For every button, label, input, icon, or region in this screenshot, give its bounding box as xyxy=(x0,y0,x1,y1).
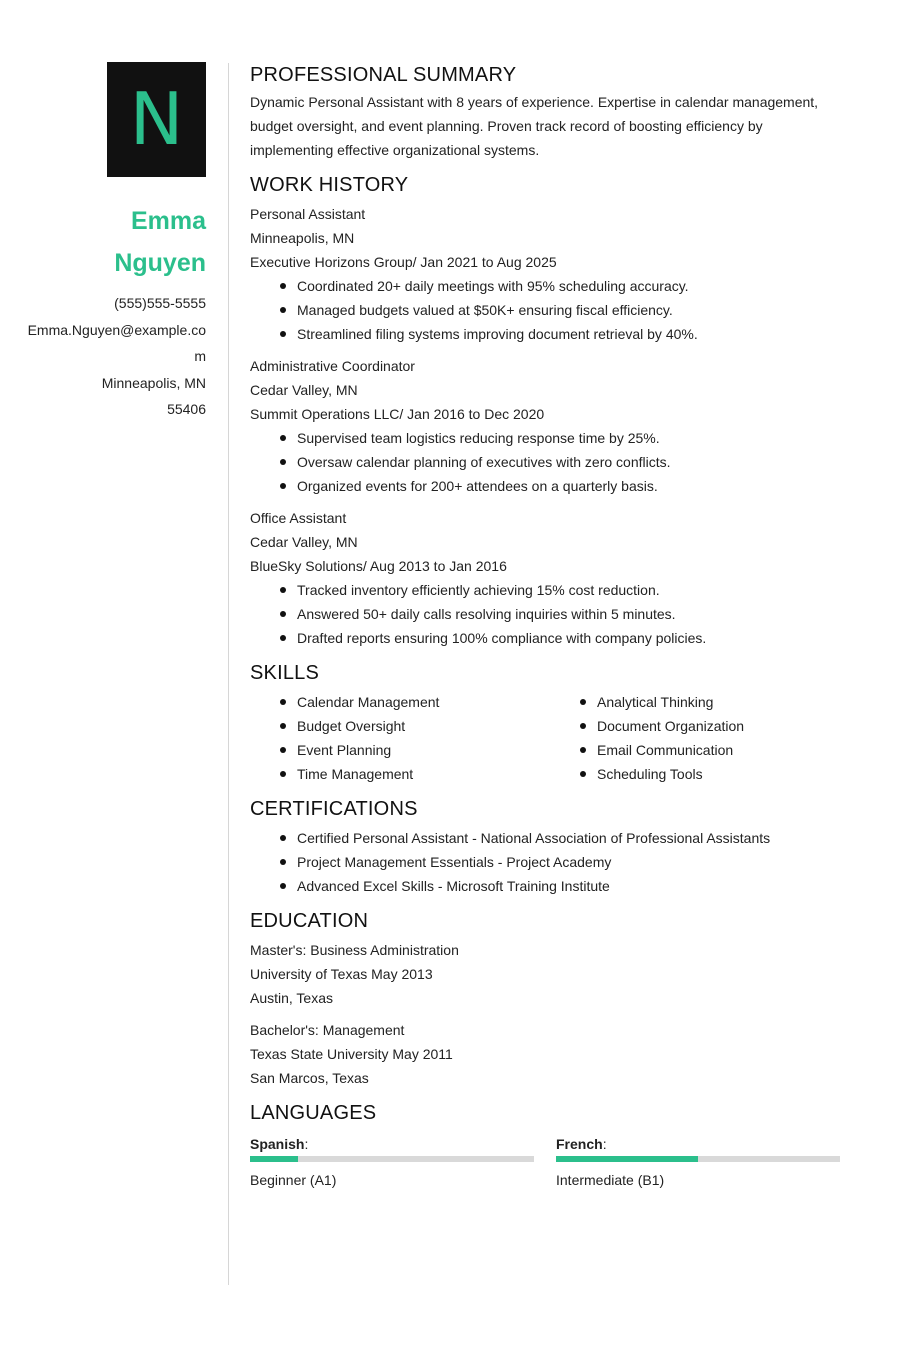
job-bullet: Supervised team logistics reducing response time by 25%. xyxy=(297,426,850,450)
skill-item: Budget Oversight xyxy=(297,714,550,738)
language-name-line: French: xyxy=(556,1136,607,1152)
section-heading-languages: LANGUAGES xyxy=(250,1102,377,1124)
summary-section xyxy=(250,60,850,162)
first-name: Emma xyxy=(130,207,206,235)
certification-item: Advanced Excel Skills - Microsoft Training Institute xyxy=(297,874,850,898)
sidebar xyxy=(0,0,228,1350)
job-bullet: Organized events for 200+ attendees on a quarterly basis. xyxy=(297,474,850,498)
proficiency-bar-fill xyxy=(250,1156,298,1162)
section-heading-skills: SKILLS xyxy=(250,662,320,684)
language-entry xyxy=(556,1132,840,1192)
job-bullets xyxy=(250,426,850,498)
job-bullets xyxy=(250,578,850,650)
skills-left-column xyxy=(250,690,550,786)
education-school-date: University of Texas May 2013 xyxy=(250,966,433,982)
job-location: Cedar Valley, MN xyxy=(250,534,358,550)
job-entry xyxy=(250,202,850,346)
job-bullet: Tracked inventory efficiently achieving 15% cost reduction. xyxy=(297,578,850,602)
contact-info xyxy=(26,290,206,423)
job-company-dates: BlueSky Solutions/ Aug 2013 to Jan 2016 xyxy=(250,558,507,574)
section-heading-certifications: CERTIFICATIONS xyxy=(250,798,418,820)
phone: (555)555-5555 xyxy=(114,295,206,311)
skill-item: Time Management xyxy=(297,762,550,786)
job-company-dates: Executive Horizons Group/ Jan 2021 to Aug 2025 xyxy=(250,254,557,270)
language-name: French xyxy=(556,1136,603,1152)
main-content xyxy=(250,60,850,1198)
skills-grid xyxy=(250,690,850,786)
section-heading-work: WORK HISTORY xyxy=(250,174,409,196)
job-bullet: Answered 50+ daily calls resolving inquiries within 5 minutes. xyxy=(297,602,850,626)
job-entry xyxy=(250,506,850,650)
job-bullet: Oversaw calendar planning of executives with zero conflicts. xyxy=(297,450,850,474)
skills-section xyxy=(250,658,850,786)
job-company-dates: Summit Operations LLC/ Jan 2016 to Dec 2020 xyxy=(250,406,545,422)
proficiency-bar xyxy=(250,1156,534,1162)
education-degree: Bachelor's: Management xyxy=(250,1022,405,1038)
section-heading-education: EDUCATION xyxy=(250,910,369,932)
job-bullet: Coordinated 20+ daily meetings with 95% scheduling accuracy. xyxy=(297,274,850,298)
certifications-section xyxy=(250,794,850,898)
job-title: Personal Assistant xyxy=(250,206,366,222)
job-title: Office Assistant xyxy=(250,510,347,526)
job-location: Cedar Valley, MN xyxy=(250,382,358,398)
last-name: Nguyen xyxy=(114,249,206,277)
education-section xyxy=(250,906,850,1090)
education-entry xyxy=(250,938,850,1010)
languages-list xyxy=(250,1132,840,1192)
skill-item: Document Organization xyxy=(597,714,850,738)
education-location: Austin, Texas xyxy=(250,990,334,1006)
certifications-list xyxy=(250,826,850,898)
email: Emma.Nguyen@example.com xyxy=(27,321,206,364)
skills-right-column xyxy=(550,690,850,786)
education-degree: Master's: Business Administration xyxy=(250,942,459,958)
education-location: San Marcos, Texas xyxy=(250,1070,369,1086)
summary-text: Dynamic Personal Assistant with 8 years of experience. Expertise in calendar management, budget oversight, and event planning. Proven track record of boosting efficiency by implementing effective organizational systems. xyxy=(250,94,819,158)
candidate-name xyxy=(26,200,206,284)
languages-section xyxy=(250,1098,850,1192)
job-bullet: Drafted reports ensuring 100% compliance with company policies. xyxy=(297,626,850,650)
skill-item: Email Communication xyxy=(597,738,850,762)
language-level: Beginner (A1) xyxy=(250,1172,337,1188)
monogram-logo: N xyxy=(107,62,206,177)
skill-item: Event Planning xyxy=(297,738,550,762)
proficiency-bar xyxy=(556,1156,840,1162)
job-bullets xyxy=(250,274,850,346)
skill-item: Calendar Management xyxy=(297,690,550,714)
skill-item: Scheduling Tools xyxy=(597,762,850,786)
language-level: Intermediate (B1) xyxy=(556,1172,665,1188)
job-bullet: Managed budgets valued at $50K+ ensuring fiscal efficiency. xyxy=(297,298,850,322)
proficiency-bar-fill xyxy=(556,1156,698,1162)
certification-item: Project Management Essentials - Project Academy xyxy=(297,850,850,874)
job-title: Administrative Coordinator xyxy=(250,358,415,374)
column-divider xyxy=(228,63,229,1285)
language-entry xyxy=(250,1132,534,1192)
education-school-date: Texas State University May 2011 xyxy=(250,1046,453,1062)
work-history-section xyxy=(250,170,850,650)
city: Minneapolis, MN xyxy=(101,374,206,391)
skill-item: Analytical Thinking xyxy=(597,690,850,714)
language-name-line: Spanish: xyxy=(250,1136,309,1152)
job-bullet: Streamlined filing systems improving document retrieval by 40%. xyxy=(297,322,850,346)
zip: 55406 xyxy=(167,401,206,417)
job-location: Minneapolis, MN xyxy=(250,230,355,246)
job-entry xyxy=(250,354,850,498)
education-entry xyxy=(250,1018,850,1090)
certification-item: Certified Personal Assistant - National Association of Professional Assistants xyxy=(297,826,850,850)
section-heading-summary: PROFESSIONAL SUMMARY xyxy=(250,64,517,86)
language-name: Spanish xyxy=(250,1136,305,1152)
